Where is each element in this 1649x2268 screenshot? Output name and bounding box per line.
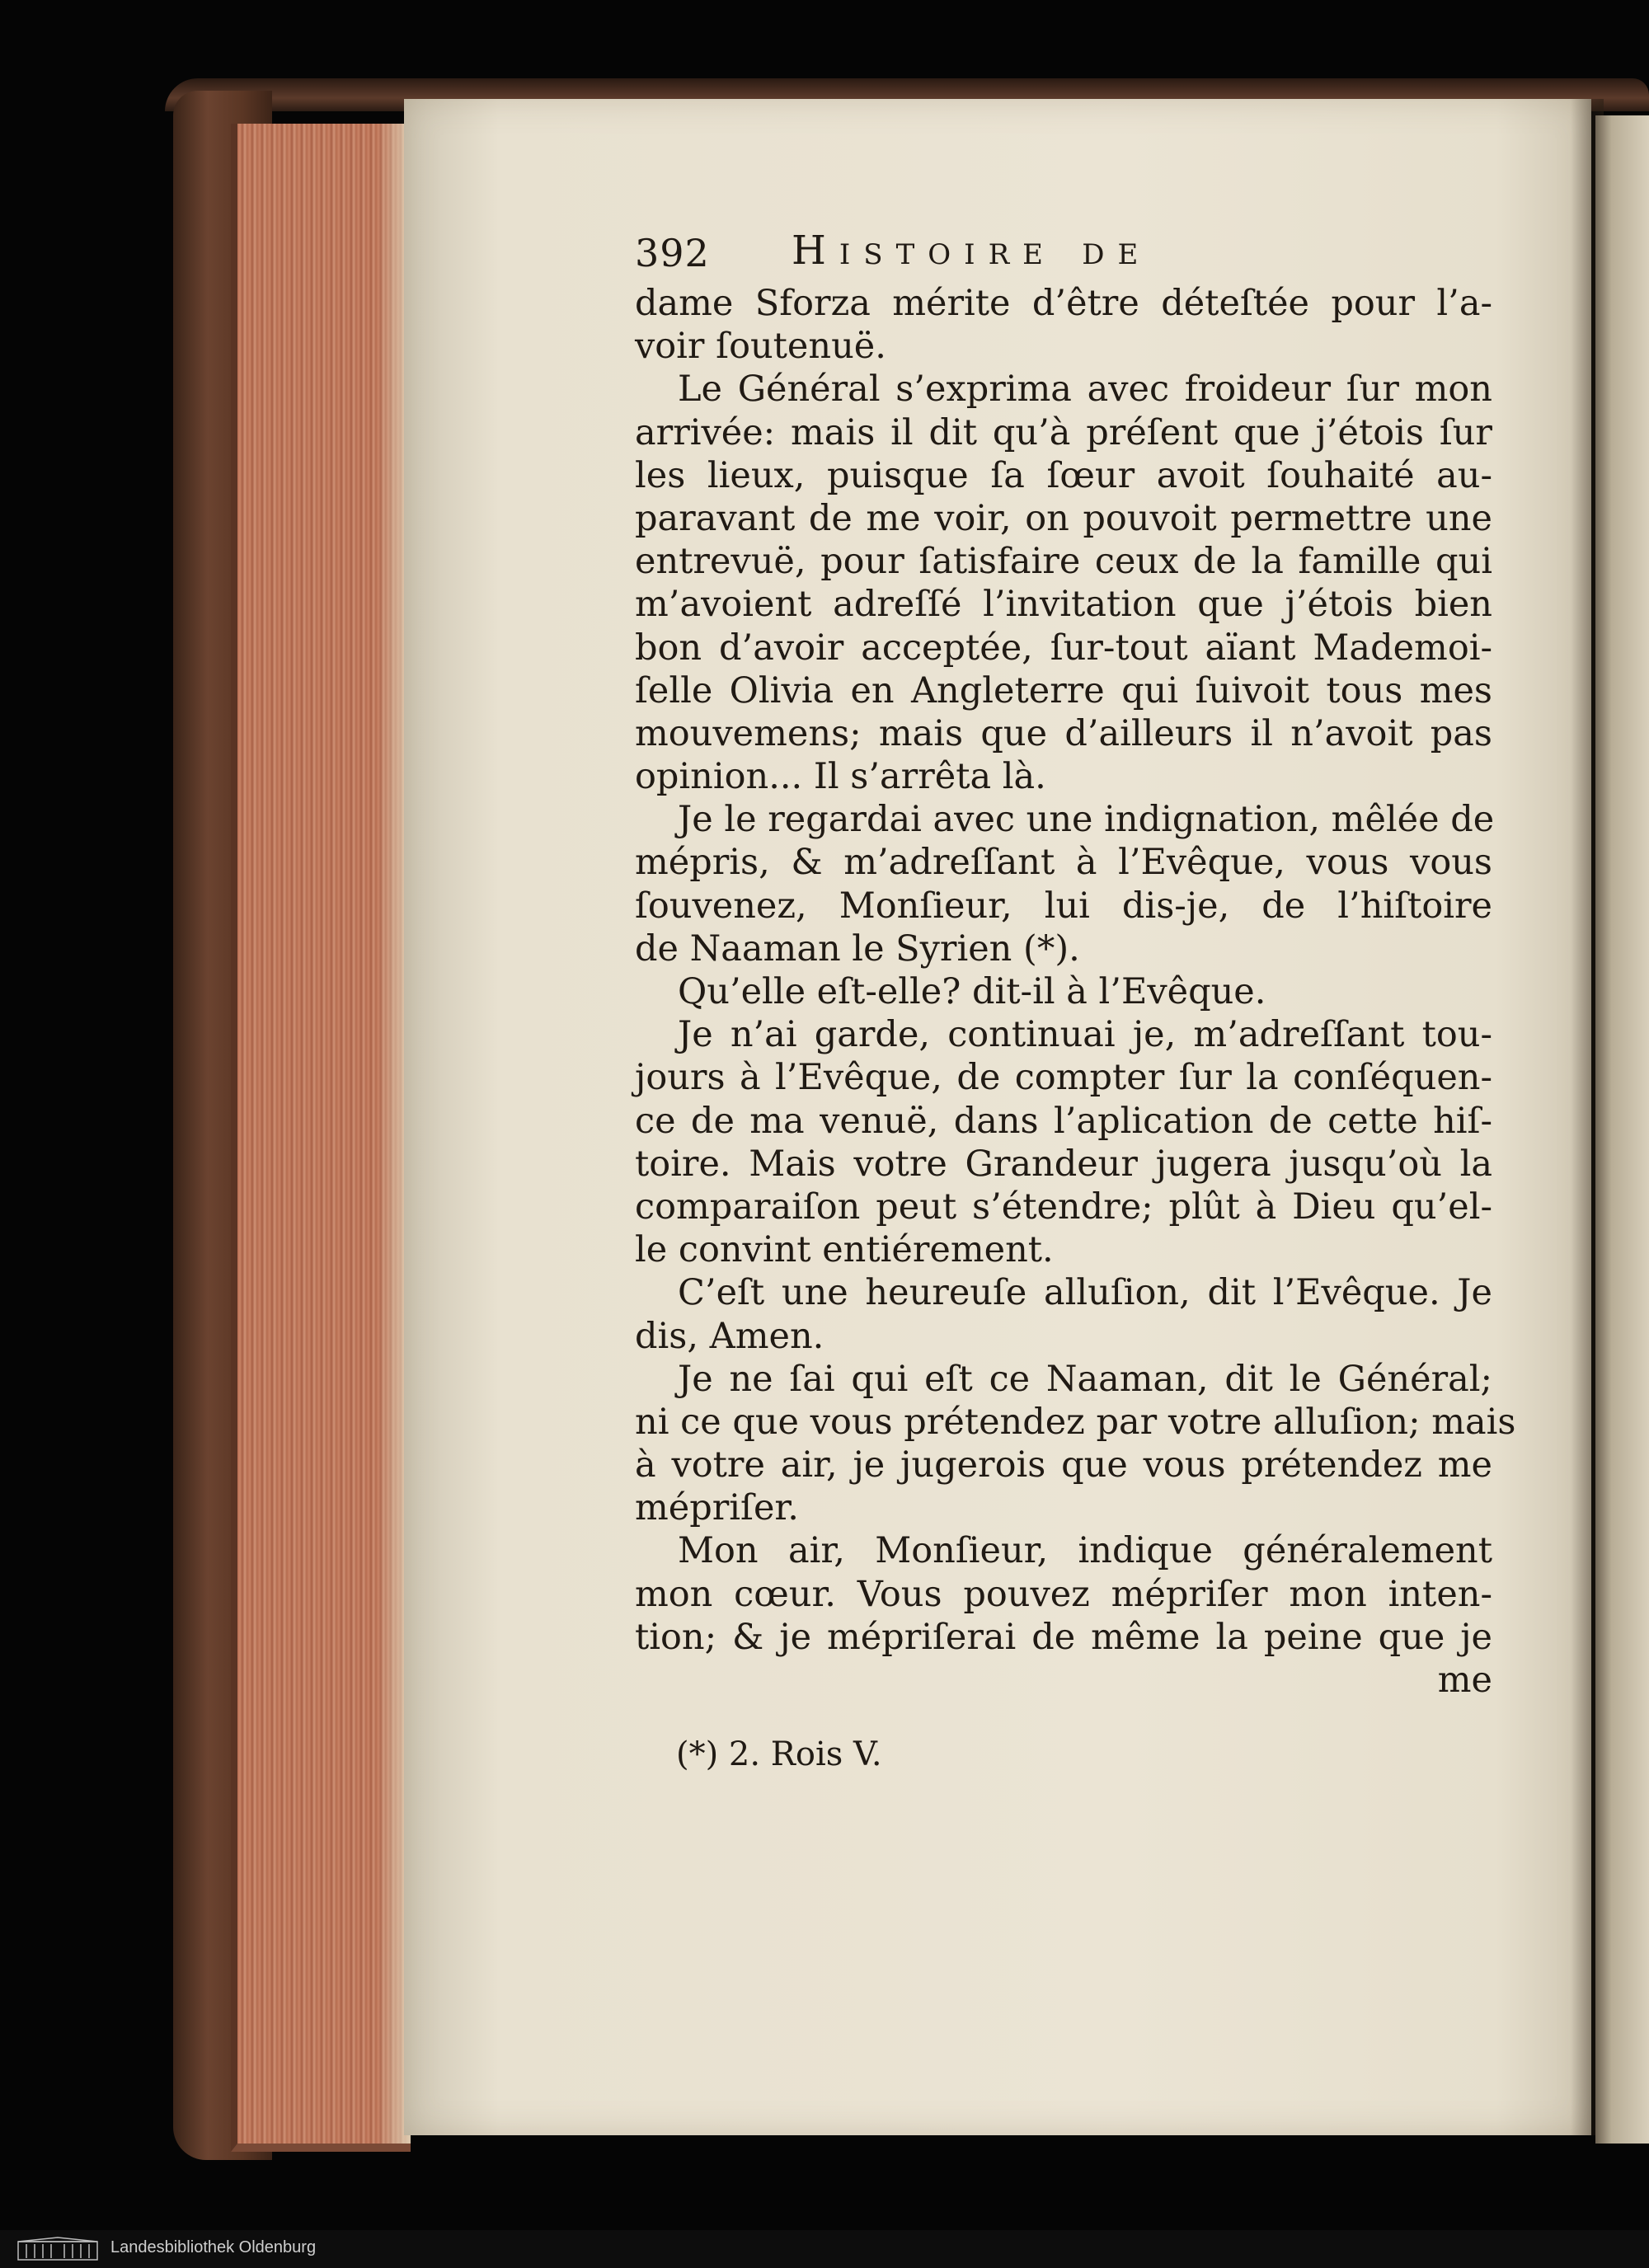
text-line: entrevuë, pour ſatisfaire ceux de la famille qui [635, 541, 1492, 583]
text-line: mouvemens; mais que d’ailleurs il n’avoit pas [635, 712, 1492, 754]
running-title: Histoire de [792, 228, 1152, 274]
body-text [635, 282, 1516, 1702]
page-header [635, 228, 1492, 282]
page-text [635, 228, 1516, 1702]
library-name: Landesbibliothek Oldenburg [110, 2238, 317, 2256]
text-line: Je ne ſai qui eſt ce Naaman, dit le Général; [678, 1358, 1492, 1400]
text-line: Mon air, Monſieur, indique généralement [678, 1530, 1492, 1572]
text-line: arrivée: mais il dit qu’à préſent que j’étois ſur [635, 411, 1492, 453]
text-line: ni ce que vous prétendez par votre alluſion; mais [635, 1401, 1516, 1443]
text-line: comparaiſon peut s’étendre; plût à Dieu qu’el- [635, 1186, 1492, 1228]
footer-bar [0, 2230, 1649, 2268]
text-line: paravant de me voir, on pouvoit permettre une [635, 497, 1492, 539]
text-line: bon d’avoir acceptée, ſur-tout aïant Mademoi- [635, 627, 1492, 669]
catchword: me [1437, 1660, 1492, 1701]
text-line: C’eſt une heureuſe alluſion, dit l’Evêque. Je [678, 1272, 1492, 1314]
page-edges [231, 124, 411, 2152]
library-building-icon [16, 2237, 99, 2261]
text-line: jours à l’Evêque, de compter ſur la conſéquen- [635, 1057, 1492, 1099]
text-line: à votre air, je jugerois que vous prétendez me [635, 1444, 1492, 1486]
facing-page-edge [1595, 115, 1649, 2144]
text-line: toire. Mais votre Grandeur jugera jusqu’où la [635, 1143, 1492, 1185]
text-line: le convint entiérement. [635, 1229, 1054, 1271]
text-line: dis, Amen. [635, 1315, 824, 1357]
text-line: Le Général s’exprima avec froideur ſur mon [678, 369, 1492, 411]
text-line: les lieux, puisque ſa ſœur avoit ſouhaité au- [635, 454, 1492, 496]
text-line: mon cœur. Vous pouvez mépriſer mon inten- [635, 1573, 1492, 1615]
page-number: 392 [635, 231, 710, 275]
text-line: ſelle Olivia en Angleterre qui ſuivoit tous mes [635, 669, 1492, 711]
text-line: ſouvenez, Monſieur, lui dis-je, de l’hiſtoire [635, 885, 1492, 927]
text-line: opinion... Il s’arrêta là. [635, 756, 1046, 798]
text-line: mépris, & m’adreſſant à l’Evêque, vous vous [635, 842, 1492, 884]
text-line: m’avoient adreſſé l’invitation que j’étois bien [635, 584, 1492, 626]
text-line: ce de ma venuë, dans l’aplication de cette hiſ- [635, 1100, 1492, 1142]
footnote: (*) 2. Rois V. [676, 1735, 882, 1773]
text-line: Je le regardai avec une indignation, mêlée de [678, 799, 1495, 841]
text-line: mépriſer. [635, 1487, 799, 1529]
text-line: dame Sforza mérite d’être déteſtée pour l’a- [635, 283, 1492, 324]
text-line: voir ſoutenuë. [635, 326, 886, 368]
text-line: Je n’ai garde, continuai je, m’adreſſant tou- [678, 1014, 1492, 1056]
text-line: Qu’elle eſt-elle? dit-il à l’Evêque. [678, 971, 1266, 1012]
text-line: tion; & je mépriſerai de même la peine que je [635, 1616, 1492, 1658]
text-line: de Naaman le Syrien (*). [635, 927, 1080, 970]
